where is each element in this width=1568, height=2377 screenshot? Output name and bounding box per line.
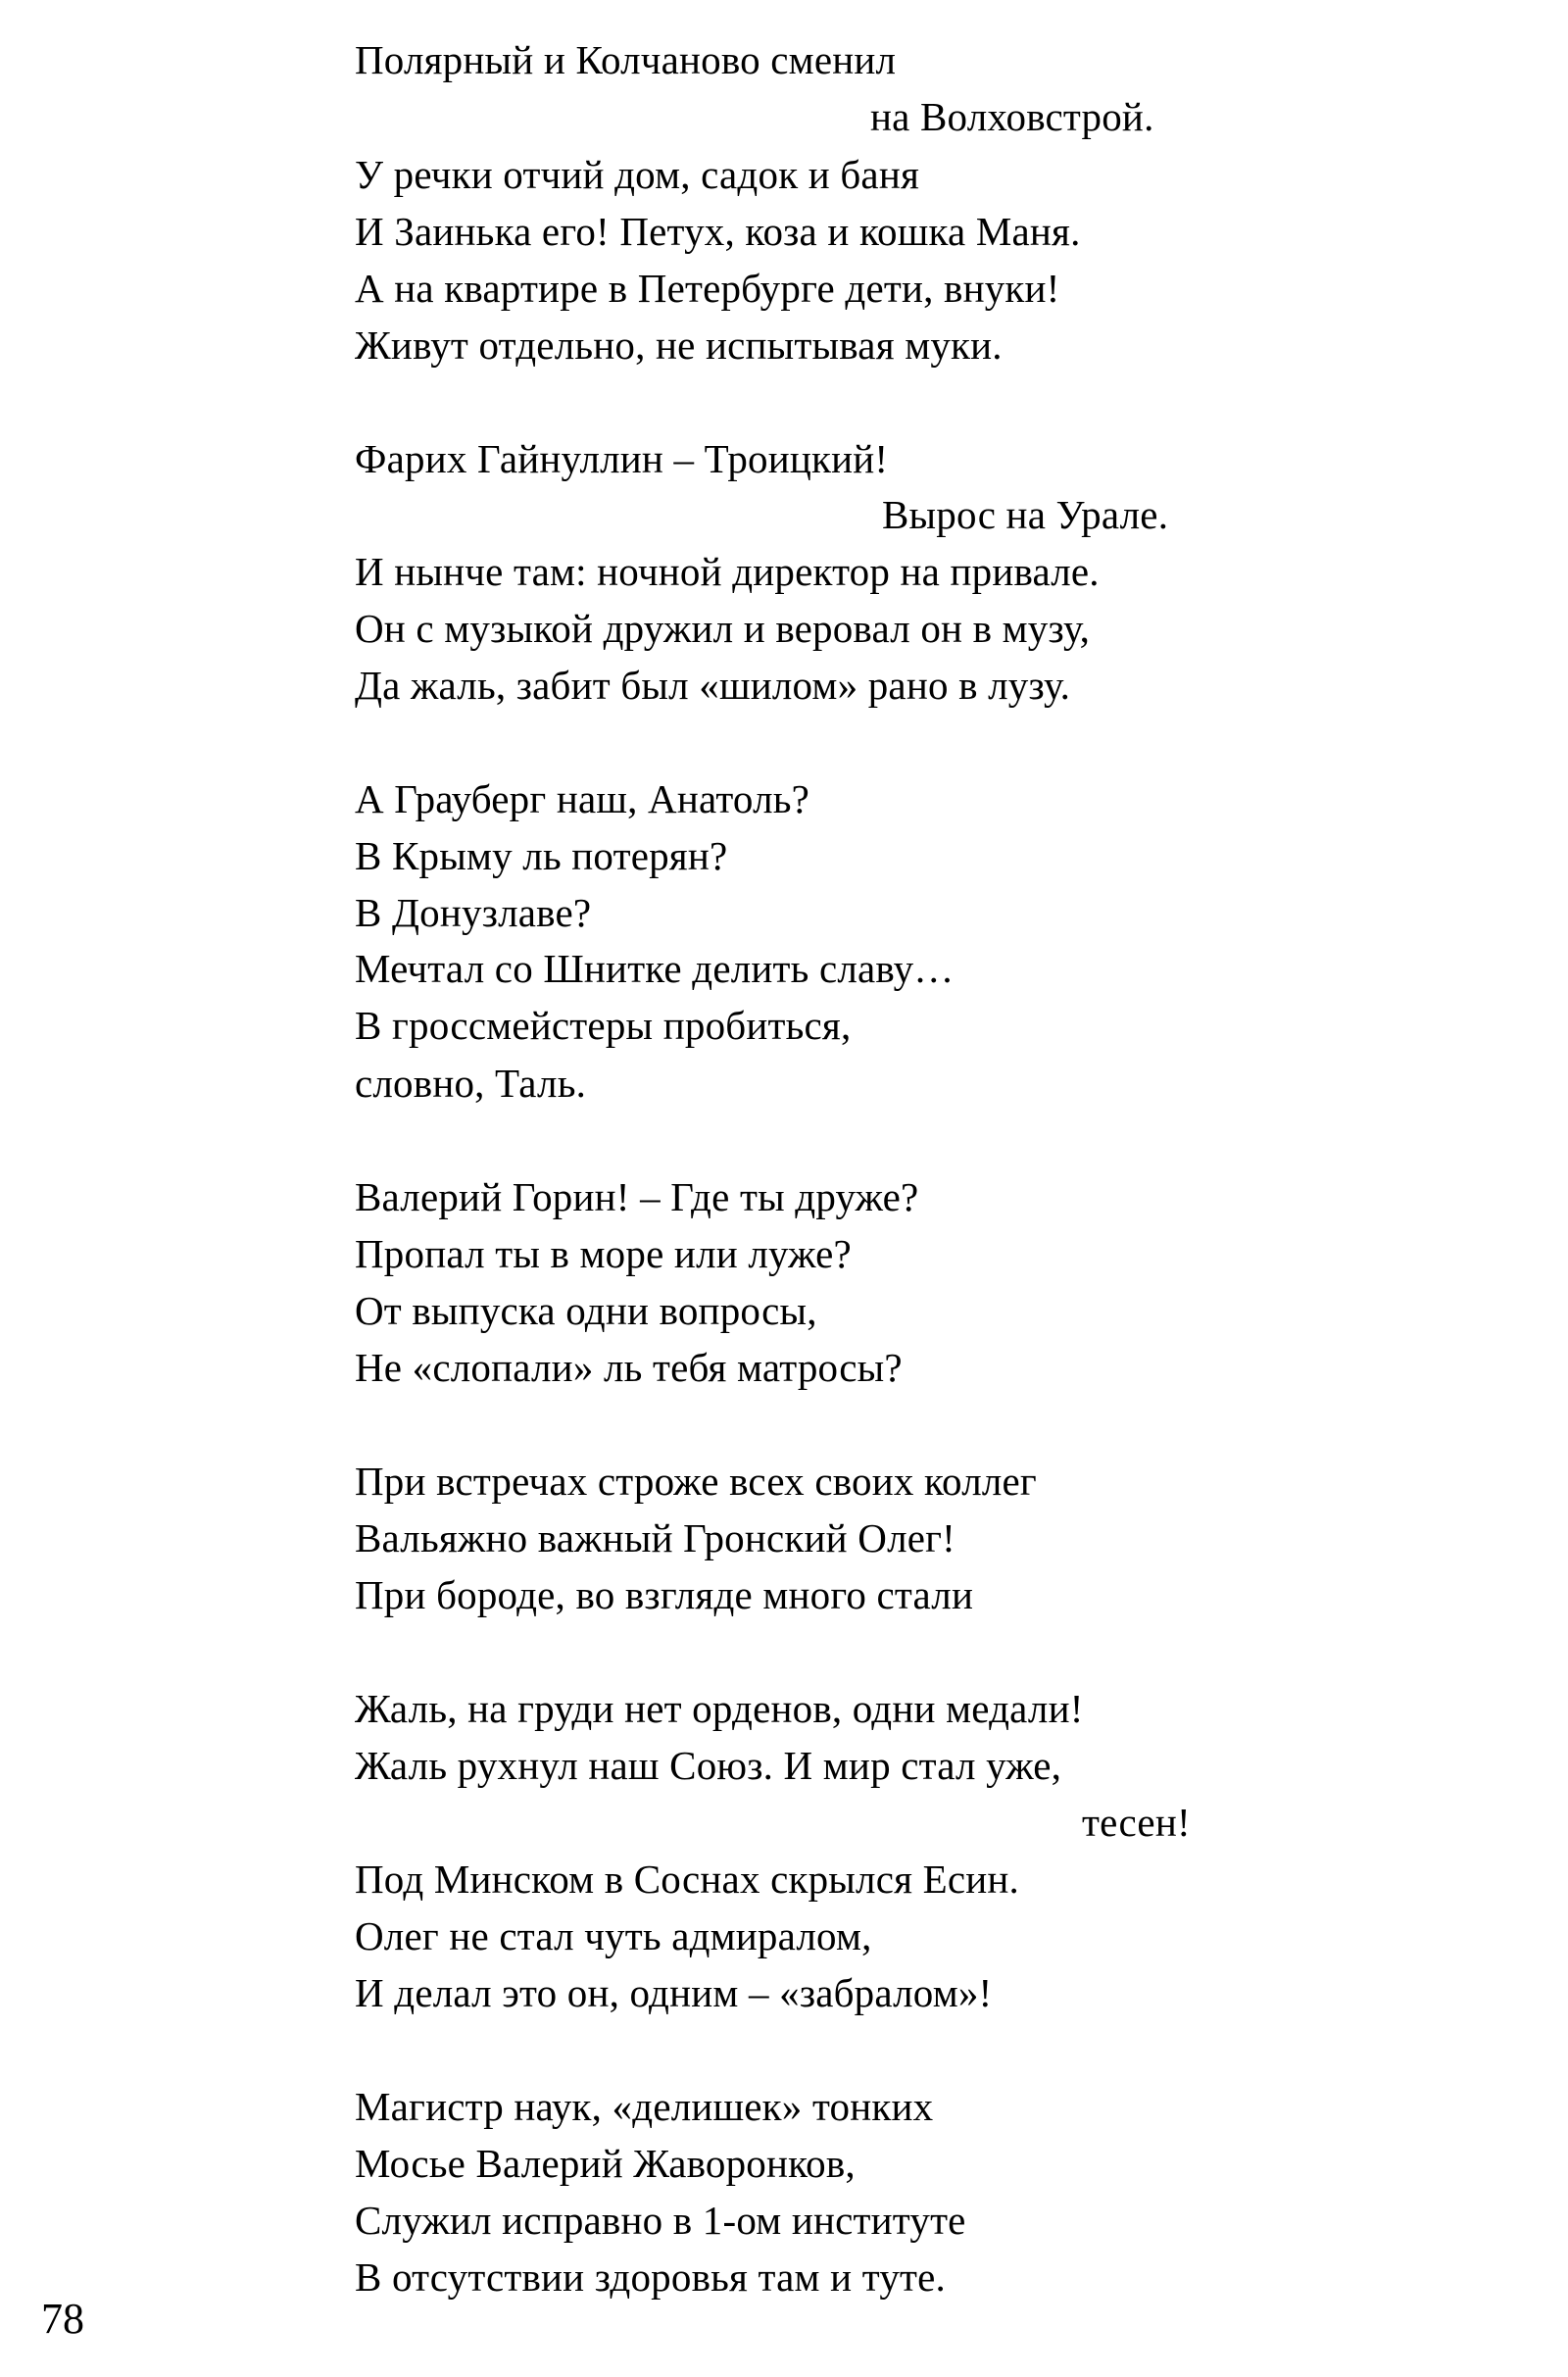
poem-line: В Крыму ль потерян? (355, 833, 728, 878)
poem-line: Жаль рухнул наш Союз. И мир стал уже, (355, 1743, 1062, 1788)
poem-line: Полярный и Колчаново сменил (355, 37, 897, 82)
poem-line: В отсутствии здоровья там и туте. (355, 2254, 946, 2300)
poem-line: словно, Таль. (355, 1061, 587, 1106)
poem-line: От выпуска одни вопросы, (355, 1288, 817, 1333)
poem-line: Служил исправно в 1-ом институте (355, 2198, 966, 2243)
poem-line: Мосье Валерий Жаворонков, (355, 2141, 856, 2186)
poem-line: Вырос на Урале. (882, 492, 1169, 537)
poem-line: Мечтал со Шнитке делить славу… (355, 946, 955, 991)
poem-line: Да жаль, забит был «шилом» рано в лузу. (355, 663, 1071, 708)
poem-line: Валерий Горин! – Где ты друже? (355, 1174, 919, 1219)
poem-line: Пропал ты в море или луже? (355, 1231, 852, 1276)
poem-line: И делал это он, одним – «забралом»! (355, 1970, 993, 2015)
poem-line: И Заинька его! Петух, коза и кошка Маня. (355, 209, 1081, 254)
poem-line: Живут отдельно, не испытывая муки. (355, 322, 1003, 368)
poem-line: Он с музыкой дружил и веровал он в музу, (355, 606, 1091, 651)
poem-line: При бороде, во взгляде много стали (355, 1572, 974, 1617)
poem-line: Не «слопали» ль тебя матросы? (355, 1345, 903, 1390)
poem-line: Фарих Гайнуллин – Троицкий! (355, 436, 889, 481)
poem-line: А на квартире в Петербурге дети, внуки! (355, 266, 1060, 311)
poem-line: При встречах строже всех своих коллег (355, 1459, 1037, 1504)
poem-line: А Грауберг наш, Анатоль? (355, 776, 810, 821)
poem-line: И нынче там: ночной директор на привале. (355, 549, 1100, 594)
page-number: 78 (41, 2295, 84, 2343)
poem-line: В Донузлаве? (355, 890, 592, 935)
poem-line: Вальяжно важный Гронский Олег! (355, 1515, 956, 1560)
poem-line: Магистр наук, «делишек» тонких (355, 2084, 934, 2129)
poem-line: В гроссмейстеры пробиться, (355, 1003, 852, 1048)
poem-line: У речки отчий дом, садок и баня (355, 152, 920, 197)
poem-line: тесен! (1082, 1800, 1191, 1845)
poem-line: на Волховстрой. (870, 94, 1154, 139)
poem-line: Жаль, на груди нет орденов, одни медали! (355, 1686, 1084, 1731)
poem-line: Под Минском в Соснах скрылся Есин. (355, 1857, 1019, 1902)
poem-line: Олег не стал чуть адмиралом, (355, 1913, 872, 1958)
